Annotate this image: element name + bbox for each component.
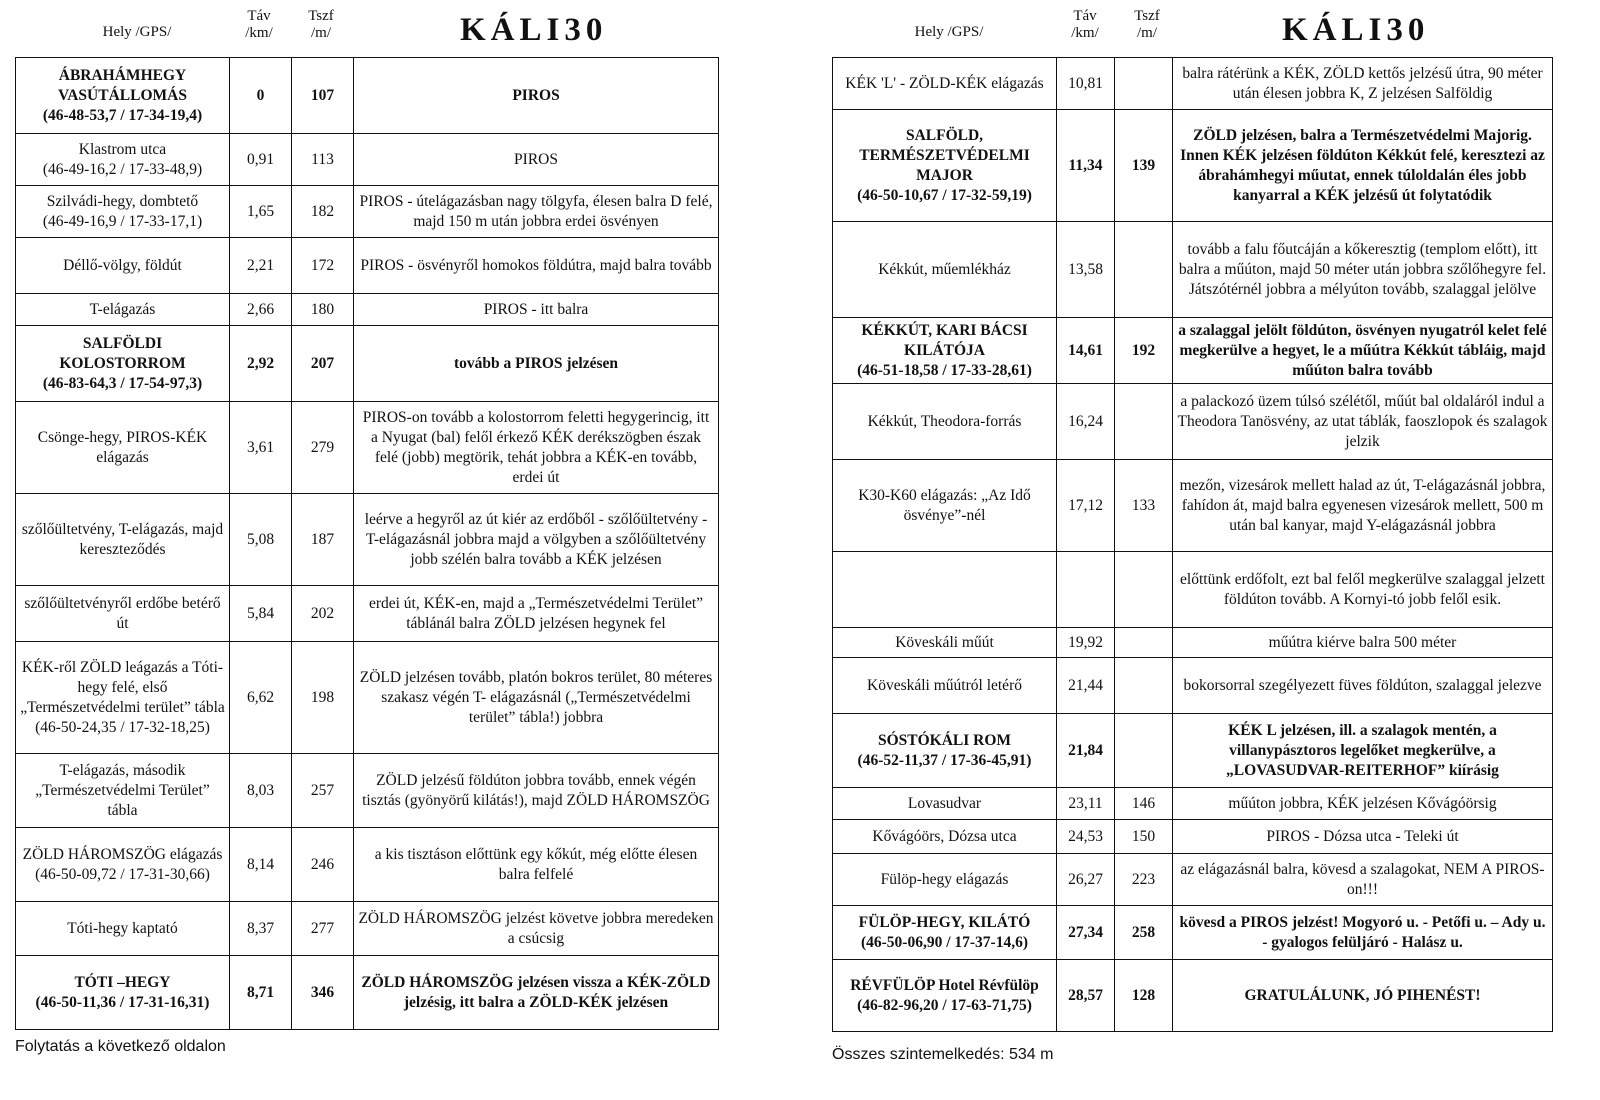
- cell-distance-km: 2,92: [230, 326, 292, 402]
- cell-description: PIROS - ösvényről homokos földútra, majd balra tovább: [354, 238, 719, 294]
- place-name: KÉKKÚT, KARI BÁCSI KILÁTÓJA: [861, 321, 1028, 359]
- cell-distance-km: 6,62: [230, 642, 292, 754]
- cell-description: a szalaggal jelölt földúton, ösvényen nyugatról kelet felé megkerülve a hegyet, le a műútra Kékkút tábláig, majd műúton balra tovább: [1173, 318, 1553, 384]
- cell-elevation-m: 223: [1115, 854, 1173, 906]
- cell-place: [16, 134, 230, 186]
- cell-description: KÉK L jelzésen, ill. a szalagok mentén, a villanypásztoros legelőket megkerülve, a „LOVASUDVAR-REITERHOF” kiírásig: [1173, 714, 1553, 788]
- cell-place: [16, 326, 230, 402]
- cell-elevation-m: 346: [292, 956, 354, 1030]
- cell-place: [16, 494, 230, 586]
- place-name: SALFÖLD, TERMÉSZETVÉDELMI MAJOR: [859, 126, 1030, 184]
- table-row: [833, 222, 1553, 318]
- cell-elevation-m: 279: [292, 402, 354, 494]
- cell-place: [833, 788, 1057, 820]
- cell-place: [833, 384, 1057, 460]
- cell-distance-km: 19,92: [1057, 628, 1115, 658]
- cell-distance-km: 21,84: [1057, 714, 1115, 788]
- table-row: [16, 828, 719, 902]
- cell-place: [16, 58, 230, 134]
- place-name: Kékkút, Theodora-forrás: [867, 412, 1022, 430]
- cell-elevation-m: 133: [1115, 460, 1173, 552]
- place-name: FÜLÖP-HEGY, KILÁTÓ: [858, 913, 1031, 931]
- place-name: RÉVFÜLÖP Hotel Révfülöp: [850, 976, 1039, 994]
- cell-elevation-m: 150: [1115, 820, 1173, 854]
- cell-distance-km: 24,53: [1057, 820, 1115, 854]
- table-row: [833, 552, 1553, 628]
- cell-description: a palackozó üzem túlsó szélétől, műút bal oldaláról indul a Theodora Tanösvény, az utat táblák, faoszlopok és szalagok jelzik: [1173, 384, 1553, 460]
- cell-place: [16, 402, 230, 494]
- cell-distance-km: 2,21: [230, 238, 292, 294]
- header-tav-right-text: Táv: [1073, 8, 1097, 24]
- cell-distance-km: 23,11: [1057, 788, 1115, 820]
- cell-description: műúton jobbra, KÉK jelzésen Kővágóörsig: [1173, 788, 1553, 820]
- cell-elevation-m: 107: [292, 58, 354, 134]
- cell-description: erdei út, KÉK-en, majd a „Természetvédelmi Terület” táblánál balra ZÖLD jelzésen hegynek fel: [354, 586, 719, 642]
- cell-place: [833, 658, 1057, 714]
- place-name: Csönge-hegy, PIROS-KÉK elágazás: [37, 428, 208, 466]
- table-row: [833, 658, 1553, 714]
- table-row: [833, 58, 1553, 110]
- right-page: [800, 0, 1600, 1100]
- gps-coordinates: (46-48-53,7 / 17-34-19,4): [42, 106, 203, 124]
- table-row: [833, 960, 1553, 1032]
- place-name: KÉK 'L' - ZÖLD-KÉK elágazás: [845, 74, 1044, 92]
- cell-place: [16, 642, 230, 754]
- footer-continued: Folytatás a következő oldalon: [15, 1038, 226, 1055]
- cell-description: kövesd a PIROS jelzést! Mogyoró u. - Petőfi u. – Ady u. - gyalogos felüljáró - Halász u.: [1173, 906, 1553, 960]
- place-name: Kővágóörs, Dózsa utca: [872, 827, 1017, 845]
- cell-distance-km: 8,14: [230, 828, 292, 902]
- header-tav-text: Táv: [247, 8, 271, 24]
- cell-place: [16, 956, 230, 1030]
- place-name: szőlőültetvény, T-elágazás, majd kereszteződés: [21, 520, 224, 558]
- table-row: [16, 294, 719, 326]
- header-tav: [228, 8, 290, 56]
- cell-description: ZÖLD jelzésen tovább, platón bokros terület, 80 méteres szakasz végén T- elágazásnál („Természetvédelmi terület” tábla!) jobbra: [354, 642, 719, 754]
- table-row: [16, 754, 719, 828]
- cell-description: az elágazásnál balra, kövesd a szalagokat, NEM A PIROS-on!!!: [1173, 854, 1553, 906]
- cell-elevation-m: [1115, 714, 1173, 788]
- table-row: [833, 788, 1553, 820]
- cell-elevation-m: 192: [1115, 318, 1173, 384]
- table-row: [833, 820, 1553, 854]
- table-row: [16, 586, 719, 642]
- cell-elevation-m: 113: [292, 134, 354, 186]
- place-name: T-elágazás: [89, 300, 156, 318]
- cell-place: [833, 552, 1057, 628]
- cell-elevation-m: 128: [1115, 960, 1173, 1032]
- cell-description: PIROS - útelágazásban nagy tölgyfa, élesen balra D felé, majd 150 m után jobbra erdei ösvényen: [354, 186, 719, 238]
- gps-coordinates: (46-50-06,90 / 17-37-14,6): [860, 933, 1029, 951]
- header-tav-right: [1054, 8, 1116, 56]
- table-row: [833, 628, 1553, 658]
- table-row: [833, 460, 1553, 552]
- cell-elevation-m: [1115, 222, 1173, 318]
- cell-distance-km: 14,61: [1057, 318, 1115, 384]
- cell-distance-km: 21,44: [1057, 658, 1115, 714]
- table-row: [16, 956, 719, 1030]
- header-hely-text: Hely /GPS/: [102, 24, 172, 40]
- cell-place: [16, 294, 230, 326]
- table-row: [16, 642, 719, 754]
- page-title-right: KÁLI30: [1282, 12, 1430, 48]
- cell-elevation-m: 139: [1115, 110, 1173, 222]
- table-row: [833, 906, 1553, 960]
- place-name: ÁBRAHÁMHEGY VASÚTÁLLOMÁS: [58, 66, 187, 104]
- table-row: [833, 384, 1553, 460]
- table-row: [16, 134, 719, 186]
- place-name: Lovasudvar: [907, 794, 982, 812]
- cell-elevation-m: 198: [292, 642, 354, 754]
- cell-description: mezőn, vizesárok mellett halad az út, T-elágazásnál jobbra, fahídon át, majd balra egyenesen vizesárok mellett, 500 m után bal kanyar, majd Y-elágazásnál jobbra: [1173, 460, 1553, 552]
- cell-elevation-m: [1115, 58, 1173, 110]
- place-name: T-elágazás, második „Természetvédelmi Terület” tábla: [35, 761, 210, 819]
- gps-coordinates: (46-50-09,72 / 17-31-30,66): [35, 865, 210, 883]
- table-row: [16, 902, 719, 956]
- cell-place: [16, 586, 230, 642]
- place-name: TÓTI –HEGY: [74, 973, 171, 991]
- cell-description: GRATULÁLUNK, JÓ PIHENÉST!: [1173, 960, 1553, 1032]
- cell-distance-km: 0,91: [230, 134, 292, 186]
- route-table-right: [832, 57, 1553, 1032]
- table-row: [833, 110, 1553, 222]
- cell-distance-km: 27,34: [1057, 906, 1115, 960]
- place-name: Klastrom utca: [78, 140, 167, 158]
- cell-place: [16, 828, 230, 902]
- header-tszf-text: Tszf: [308, 8, 334, 24]
- gps-coordinates: (46-51-18,58 / 17-33-28,61): [857, 361, 1032, 379]
- footer-total-climb: Összes szintemelkedés: 534 m: [832, 1046, 1054, 1063]
- cell-distance-km: 5,84: [230, 586, 292, 642]
- table-row: [16, 186, 719, 238]
- cell-elevation-m: [1115, 384, 1173, 460]
- header-tszf-right-text: Tszf: [1134, 8, 1160, 24]
- cell-elevation-m: 187: [292, 494, 354, 586]
- cell-elevation-m: 207: [292, 326, 354, 402]
- header-tav-right-unit: /km/: [1071, 25, 1099, 41]
- cell-elevation-m: 182: [292, 186, 354, 238]
- cell-description: bokorsorral szegélyezett füves földúton, szalaggal jelezve: [1173, 658, 1553, 714]
- cell-description: PIROS: [354, 58, 719, 134]
- cell-place: [16, 902, 230, 956]
- cell-distance-km: 17,12: [1057, 460, 1115, 552]
- cell-place: [16, 238, 230, 294]
- cell-distance-km: 5,08: [230, 494, 292, 586]
- place-name: K30-K60 elágazás: „Az Idő ösvénye”-nél: [858, 486, 1031, 524]
- place-name: ZÖLD HÁROMSZÖG elágazás: [22, 845, 223, 863]
- cell-place: [833, 714, 1057, 788]
- cell-description: tovább a falu főutcáján a kőkeresztig (templom előtt), itt balra a műúton, majd 50 méter után jobbra szőlőhegyre fel. Játszótérnél jobbra a mélyúton tovább, szalaggal jelölve: [1173, 222, 1553, 318]
- cell-description: PIROS: [354, 134, 719, 186]
- cell-place: [833, 960, 1057, 1032]
- header-tszf-right: [1116, 8, 1178, 56]
- cell-place: [833, 820, 1057, 854]
- cell-distance-km: 1,65: [230, 186, 292, 238]
- cell-place: [833, 318, 1057, 384]
- cell-distance-km: 11,34: [1057, 110, 1115, 222]
- table-row: [16, 238, 719, 294]
- cell-place: [16, 186, 230, 238]
- cell-distance-km: [1057, 552, 1115, 628]
- cell-elevation-m: [1115, 658, 1173, 714]
- cell-elevation-m: 146: [1115, 788, 1173, 820]
- cell-distance-km: 16,24: [1057, 384, 1115, 460]
- cell-elevation-m: 257: [292, 754, 354, 828]
- cell-place: [833, 58, 1057, 110]
- cell-place: [833, 628, 1057, 658]
- cell-description: ZÖLD jelzésű földúton jobbra tovább, ennek végén tisztás (gyönyörű kilátás!), majd ZÖLD HÁROMSZÖG: [354, 754, 719, 828]
- cell-description: tovább a PIROS jelzésen: [354, 326, 719, 402]
- place-name: Kékkút, műemlékház: [878, 260, 1011, 278]
- cell-place: [833, 906, 1057, 960]
- header-tszf-right-unit: /m/: [1136, 25, 1157, 41]
- cell-distance-km: 8,37: [230, 902, 292, 956]
- cell-description: leérve a hegyről az út kiér az erdőből - szőlőültetvény - T-elágazásnál jobbra majd a völgyben a szőlőültetvény jobb szélén balra tovább a KÉK jelzésen: [354, 494, 719, 586]
- cell-elevation-m: 202: [292, 586, 354, 642]
- table-row: [833, 714, 1553, 788]
- cell-description: ZÖLD HÁROMSZÖG jelzésen vissza a KÉK-ZÖLD jelzésig, itt balra a ZÖLD-KÉK jelzésen: [354, 956, 719, 1030]
- cell-distance-km: 10,81: [1057, 58, 1115, 110]
- place-name: Szilvádi-hegy, dombtető: [46, 192, 199, 210]
- cell-description: ZÖLD HÁROMSZÖG jelzést követve jobbra meredeken a csúcsig: [354, 902, 719, 956]
- cell-distance-km: 8,71: [230, 956, 292, 1030]
- cell-place: [833, 854, 1057, 906]
- gps-coordinates: (46-49-16,2 / 17-33-48,9): [42, 160, 203, 178]
- table-row: [16, 402, 719, 494]
- place-name: szőlőültetvényről erdőbe betérő út: [24, 594, 221, 632]
- header-hely-right-text: Hely /GPS/: [914, 24, 984, 40]
- table-row: [16, 494, 719, 586]
- cell-description: a kis tisztáson előttünk egy kőkút, még előtte élesen balra felfelé: [354, 828, 719, 902]
- cell-elevation-m: 246: [292, 828, 354, 902]
- cell-description: PIROS - Dózsa utca - Teleki út: [1173, 820, 1553, 854]
- cell-elevation-m: 180: [292, 294, 354, 326]
- cell-place: [833, 460, 1057, 552]
- table-row: [833, 318, 1553, 384]
- cell-distance-km: 28,57: [1057, 960, 1115, 1032]
- place-name: SALFÖLDI KOLOSTORROM: [59, 334, 186, 372]
- gps-coordinates: (46-52-11,37 / 17-36-45,91): [857, 751, 1032, 769]
- header-tav-unit: /km/: [245, 25, 273, 41]
- cell-elevation-m: 172: [292, 238, 354, 294]
- place-name: Köveskáli műút: [895, 633, 994, 651]
- cell-description: PIROS - itt balra: [354, 294, 719, 326]
- table-row: [16, 326, 719, 402]
- cell-distance-km: 8,03: [230, 754, 292, 828]
- cell-distance-km: 2,66: [230, 294, 292, 326]
- cell-description: PIROS-on tovább a kolostorrom feletti hegygerincig, itt a Nyugat (bal) felől érkező KÉK derékszögben észak felé (jobb) megtörik, tehát jobbra a KÉK-en tovább, erdei út: [354, 402, 719, 494]
- cell-distance-km: 0: [230, 58, 292, 134]
- table-row: [16, 58, 719, 134]
- route-table-left: [15, 57, 719, 1030]
- cell-elevation-m: [1115, 628, 1173, 658]
- cell-distance-km: 3,61: [230, 402, 292, 494]
- cell-distance-km: 26,27: [1057, 854, 1115, 906]
- place-name: Déllő-völgy, földút: [63, 256, 182, 274]
- gps-coordinates: (46-50-11,36 / 17-31-16,31): [35, 993, 210, 1011]
- cell-elevation-m: [1115, 552, 1173, 628]
- table-row: [833, 854, 1553, 906]
- cell-description: előttünk erdőfolt, ezt bal felől megkerülve szalaggal jelzett földúton tovább. A Kornyi-tó jobb felől esik.: [1173, 552, 1553, 628]
- gps-coordinates: (46-49-16,9 / 17-33-17,1): [42, 212, 203, 230]
- cell-place: [833, 222, 1057, 318]
- header-tszf: [290, 8, 352, 56]
- header-tszf-unit: /m/: [310, 25, 331, 41]
- place-name: Köveskáli műútról letérő: [867, 676, 1022, 694]
- cell-description: balra rátérünk a KÉK, ZÖLD kettős jelzésű útra, 90 méter után élesen jobbra K, Z jelzésen Salföldig: [1173, 58, 1553, 110]
- cell-place: [16, 754, 230, 828]
- gps-coordinates: (46-50-10,67 / 17-32-59,19): [857, 186, 1032, 204]
- gps-coordinates: (46-50-24,35 / 17-32-18,25): [35, 718, 210, 736]
- page-title: KÁLI30: [460, 12, 608, 48]
- cell-distance-km: 13,58: [1057, 222, 1115, 318]
- cell-elevation-m: 277: [292, 902, 354, 956]
- place-name: KÉK-ről ZÖLD leágazás a Tóti-hegy felé, első „Természetvédelmi terület” tábla: [20, 658, 225, 716]
- place-name: Fülöp-hegy elágazás: [880, 870, 1009, 888]
- place-name: SÓSTÓKÁLI ROM: [877, 731, 1012, 749]
- cell-place: [833, 110, 1057, 222]
- gps-coordinates: (46-82-96,20 / 17-63-71,75): [857, 996, 1032, 1014]
- cell-description: ZÖLD jelzésen, balra a Természetvédelmi Majorig. Innen KÉK jelzésen földúton Kékkút felé, keresztezi az ábrahámhegyi műutat, ennek túloldalán éles jobb kanyarral a KÉK jelzésű út folytatódik: [1173, 110, 1553, 222]
- gps-coordinates: (46-83-64,3 / 17-54-97,3): [42, 374, 203, 392]
- cell-elevation-m: 258: [1115, 906, 1173, 960]
- place-name: Tóti-hegy kaptató: [67, 919, 178, 937]
- cell-description: műútra kiérve balra 500 méter: [1173, 628, 1553, 658]
